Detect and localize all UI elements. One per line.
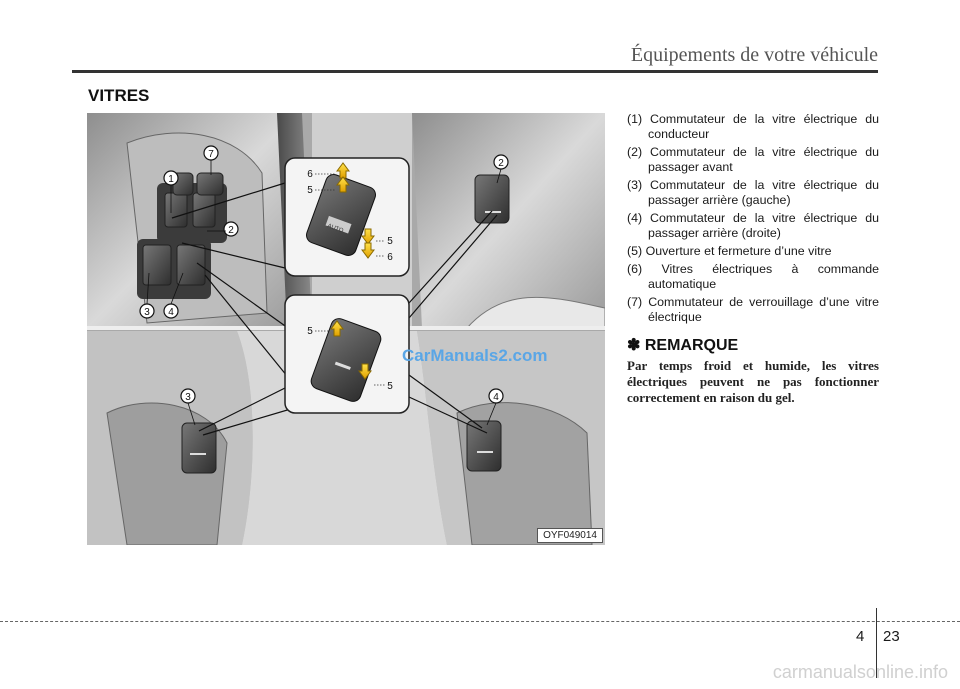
callout-3: 3 xyxy=(144,307,150,318)
legend-item: (7) Commutateur de verrouillage d’une vitre électrique xyxy=(627,295,879,324)
legend-item: (5) Ouverture et fermeture d’une vitre xyxy=(627,244,832,258)
chapter-number: 4 xyxy=(856,628,865,645)
passenger-switch xyxy=(475,175,509,223)
callout-3-bottom: 3 xyxy=(185,392,191,403)
auto-label: AUTO xyxy=(326,223,345,235)
header-rule xyxy=(72,70,878,73)
figure-code: OYF049014 xyxy=(537,528,603,543)
legend-item: (1) Commutateur de la vitre électrique du conducteur xyxy=(627,112,879,141)
note-text: Par temps froid et humide, les vitres électriques peuvent ne pas fonctionner correctement en raison du gel. xyxy=(627,358,879,405)
footer-rule xyxy=(0,621,960,622)
legend-item: (2) Commutateur de la vitre électrique du passager avant xyxy=(627,145,879,174)
zoom2-label-5a: 5 xyxy=(307,326,313,337)
callout-7: 7 xyxy=(208,149,214,160)
zoom1-label-5b: 5 xyxy=(387,236,393,247)
rear-right-switch xyxy=(467,421,501,471)
callout-4-bottom: 4 xyxy=(493,392,499,403)
watermark-carmanuals: CarManuals2.com xyxy=(402,346,548,365)
window-switch-illustration xyxy=(87,113,605,545)
legend-item: (3) Commutateur de la vitre électrique du passager arrière (gauche) xyxy=(627,178,879,207)
callout-1: 1 xyxy=(168,174,174,185)
note-title: ✽ REMARQUE xyxy=(627,337,739,354)
callout-2-right: 2 xyxy=(498,158,504,169)
zoom2-label-5b: 5 xyxy=(387,381,393,392)
legend-item: (6) Vitres électriques à commande automatique xyxy=(627,262,879,291)
legend-item: (4) Commutateur de la vitre électrique du passager arrière (droite) xyxy=(627,211,879,240)
zoom-bubble-manual xyxy=(285,295,409,413)
section-title: VITRES xyxy=(88,86,150,105)
page-number: 23 xyxy=(883,628,900,645)
page-header-title: Équipements de votre véhicule xyxy=(630,44,878,66)
zoom1-label-6a: 6 xyxy=(307,169,313,180)
legend-list xyxy=(627,112,879,328)
callout-2: 2 xyxy=(228,225,234,236)
illustration-svg xyxy=(87,113,605,545)
footer-watermark: carmanualsonline.info xyxy=(772,662,948,682)
callout-4: 4 xyxy=(168,307,174,318)
zoom1-label-5a: 5 xyxy=(307,185,313,196)
zoom1-label-6b: 6 xyxy=(387,252,393,263)
